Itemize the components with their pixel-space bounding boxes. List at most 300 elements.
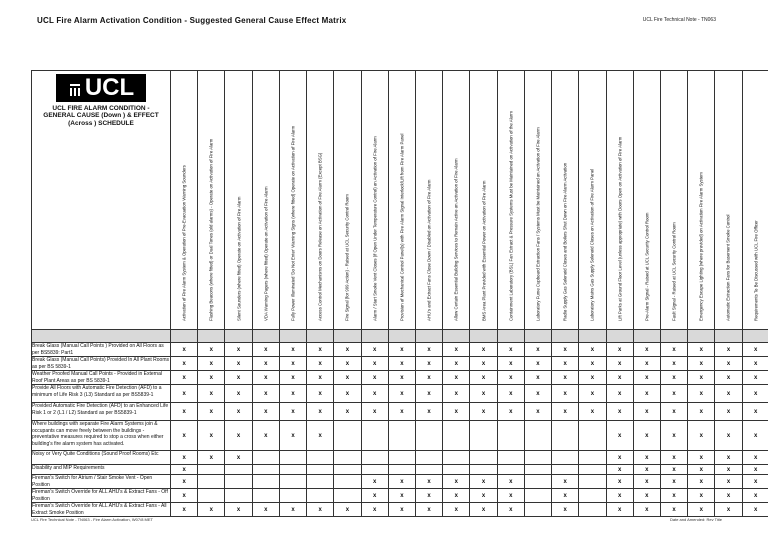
matrix-cell: x bbox=[497, 371, 524, 385]
matrix-cell: x bbox=[252, 403, 279, 421]
matrix-cell: x bbox=[742, 371, 768, 385]
matrix-cell bbox=[524, 451, 551, 465]
matrix-cell: x bbox=[524, 343, 551, 357]
matrix-cell: x bbox=[606, 465, 633, 475]
effect-column-header bbox=[443, 71, 470, 330]
matrix-cell: x bbox=[660, 343, 687, 357]
matrix-cell: x bbox=[252, 357, 279, 371]
cause-label: Disability and MIP Requirements bbox=[32, 465, 171, 475]
matrix-cell: x bbox=[334, 357, 361, 371]
effect-column-label: Flashing Beacons (where fitted) or Dual Tones (old alarms) - Operate on Activation of Fire Alarm bbox=[208, 138, 214, 321]
matrix-cell: x bbox=[361, 371, 388, 385]
band-cell bbox=[361, 330, 388, 343]
matrix-cell: x bbox=[198, 385, 225, 403]
band-cell bbox=[198, 330, 225, 343]
matrix-cell bbox=[443, 465, 470, 475]
schedule-title-line-1: UCL FIRE ALARM CONDITION - bbox=[52, 105, 150, 112]
matrix-cell: x bbox=[470, 503, 497, 517]
effect-column-header bbox=[715, 71, 742, 330]
matrix-cell: x bbox=[742, 385, 768, 403]
matrix-corner bbox=[32, 71, 171, 330]
effect-column-header bbox=[742, 71, 768, 330]
matrix-cell: x bbox=[606, 371, 633, 385]
matrix-cell: x bbox=[225, 503, 252, 517]
matrix-cell bbox=[443, 421, 470, 451]
matrix-cell bbox=[552, 465, 579, 475]
matrix-cell: x bbox=[660, 465, 687, 475]
effect-column-header bbox=[171, 71, 198, 330]
matrix-cell bbox=[225, 489, 252, 503]
matrix-cell: x bbox=[334, 343, 361, 357]
matrix-cell: x bbox=[279, 343, 306, 357]
matrix-cell bbox=[497, 451, 524, 465]
matrix-cell: x bbox=[552, 489, 579, 503]
matrix-cell: x bbox=[171, 451, 198, 465]
band-cell bbox=[715, 330, 742, 343]
band-cell bbox=[742, 330, 768, 343]
effect-column-header bbox=[415, 71, 442, 330]
matrix-cell: x bbox=[742, 451, 768, 465]
matrix-cell: x bbox=[171, 421, 198, 451]
band-cell bbox=[443, 330, 470, 343]
effect-column-header bbox=[660, 71, 687, 330]
cause-row bbox=[32, 465, 768, 475]
matrix-cell: x bbox=[660, 385, 687, 403]
matrix-cell bbox=[252, 451, 279, 465]
matrix-cell: x bbox=[252, 385, 279, 403]
ucl-logo bbox=[56, 74, 146, 102]
column-header-row bbox=[32, 71, 768, 330]
effect-column-header bbox=[198, 71, 225, 330]
matrix-cell: x bbox=[225, 421, 252, 451]
matrix-cell bbox=[252, 475, 279, 489]
matrix-cell bbox=[579, 489, 606, 503]
matrix-cell: x bbox=[415, 489, 442, 503]
matrix-cell bbox=[415, 421, 442, 451]
cause-effect-matrix bbox=[31, 70, 768, 517]
matrix-cell: x bbox=[742, 357, 768, 371]
matrix-cell bbox=[279, 489, 306, 503]
matrix-cell bbox=[279, 475, 306, 489]
matrix-cell: x bbox=[715, 451, 742, 465]
matrix-cell: x bbox=[715, 475, 742, 489]
matrix-cell: x bbox=[524, 357, 551, 371]
effect-column-label: Automatic Extraction Fans for Basement Smoke Control bbox=[725, 214, 731, 321]
band-cell bbox=[279, 330, 306, 343]
matrix-cell: x bbox=[742, 503, 768, 517]
matrix-cell: x bbox=[225, 403, 252, 421]
matrix-cell: x bbox=[279, 385, 306, 403]
matrix-cell: x bbox=[606, 503, 633, 517]
matrix-cell: x bbox=[171, 385, 198, 403]
matrix-cell: x bbox=[552, 371, 579, 385]
matrix-cell: x bbox=[660, 489, 687, 503]
matrix-cell: x bbox=[361, 403, 388, 421]
matrix-cell: x bbox=[715, 371, 742, 385]
band-cell bbox=[497, 330, 524, 343]
matrix-cell: x bbox=[497, 343, 524, 357]
matrix-cell: x bbox=[497, 489, 524, 503]
matrix-cell: x bbox=[225, 385, 252, 403]
matrix-cell: x bbox=[688, 503, 715, 517]
matrix-cell bbox=[225, 475, 252, 489]
matrix-cell bbox=[307, 451, 334, 465]
matrix-cell: x bbox=[497, 403, 524, 421]
effect-column-label: Containment Laboratory (BSL) Fan Extract & Pressure Systems Must be Maintained on Activation of the Alarm bbox=[508, 110, 514, 321]
cause-row bbox=[32, 385, 768, 403]
matrix-cell: x bbox=[742, 403, 768, 421]
band-cell bbox=[606, 330, 633, 343]
matrix-cell: x bbox=[579, 385, 606, 403]
matrix-cell: x bbox=[715, 465, 742, 475]
matrix-cell: x bbox=[497, 475, 524, 489]
matrix-cell bbox=[279, 465, 306, 475]
matrix-cell: x bbox=[688, 465, 715, 475]
effect-column-label: Laboratory Fume Cupboard Extraction Fans / Systems Must be Maintained on Activation of Fire Alarm bbox=[535, 126, 541, 321]
matrix-cell: x bbox=[388, 385, 415, 403]
matrix-cell: x bbox=[715, 503, 742, 517]
matrix-cell: x bbox=[443, 489, 470, 503]
matrix-cell: x bbox=[633, 403, 660, 421]
matrix-cell bbox=[307, 475, 334, 489]
effect-column-label: Fire Signal (for 999 Action) - Raised at UCL Security Control Room bbox=[344, 193, 350, 321]
matrix-cell: x bbox=[307, 357, 334, 371]
band-cell bbox=[470, 330, 497, 343]
matrix-cell bbox=[279, 451, 306, 465]
effect-column-header bbox=[388, 71, 415, 330]
matrix-cell: x bbox=[606, 421, 633, 451]
matrix-cell bbox=[334, 421, 361, 451]
matrix-cell: x bbox=[415, 357, 442, 371]
matrix-cell bbox=[198, 465, 225, 475]
matrix-cell: x bbox=[334, 503, 361, 517]
matrix-cell: x bbox=[198, 357, 225, 371]
matrix-cell bbox=[579, 465, 606, 475]
effect-column-header bbox=[524, 71, 551, 330]
matrix-cell: x bbox=[688, 385, 715, 403]
footer-right: Date and Amended: Rev Title bbox=[670, 517, 723, 522]
matrix-cell: x bbox=[307, 371, 334, 385]
matrix-cell: x bbox=[497, 385, 524, 403]
header-separator-band bbox=[32, 330, 768, 343]
matrix-cell: x bbox=[334, 403, 361, 421]
matrix-cell: x bbox=[198, 343, 225, 357]
matrix-cell bbox=[307, 465, 334, 475]
matrix-cell: x bbox=[715, 421, 742, 451]
effect-column-label: Allow Certain Essential Building Services to Remain Active on Activation of Fire Alarm bbox=[453, 158, 459, 321]
matrix-cell: x bbox=[497, 357, 524, 371]
cause-row bbox=[32, 475, 768, 489]
matrix-cell: x bbox=[660, 475, 687, 489]
matrix-cell: x bbox=[415, 371, 442, 385]
effect-column-header bbox=[252, 71, 279, 330]
cause-label: Fireman's Switch for Atrium / Stair Smoke Vent - Open Position bbox=[32, 475, 171, 489]
matrix-cell: x bbox=[715, 385, 742, 403]
matrix-cell: x bbox=[606, 385, 633, 403]
matrix-cell: x bbox=[279, 371, 306, 385]
matrix-cell: x bbox=[470, 475, 497, 489]
matrix-cell: x bbox=[279, 421, 306, 451]
matrix-cell: x bbox=[633, 343, 660, 357]
cause-row bbox=[32, 421, 768, 451]
matrix-cell: x bbox=[171, 489, 198, 503]
matrix-cell: x bbox=[252, 503, 279, 517]
matrix-cell: x bbox=[688, 451, 715, 465]
effect-column-header bbox=[606, 71, 633, 330]
cause-row bbox=[32, 357, 768, 371]
effect-column-label: Silent Sounders (where fitted) Operate on Activation of Fire Alarm bbox=[235, 196, 241, 321]
matrix-cell bbox=[388, 465, 415, 475]
matrix-cell bbox=[361, 421, 388, 451]
cause-row bbox=[32, 343, 768, 357]
matrix-cell: x bbox=[307, 343, 334, 357]
matrix-cell: x bbox=[688, 371, 715, 385]
matrix-cell: x bbox=[660, 451, 687, 465]
matrix-cell: x bbox=[443, 475, 470, 489]
cause-label: Provide All Floors with Automatic Fire Detection (AFD) to a minimum of Life Risk 3 (L3) Standard as per BS5839-1 bbox=[32, 385, 171, 403]
cause-label: Noisy or Very Quite Conditions (Sound Proof Rooms) Etc bbox=[32, 451, 171, 465]
matrix-cell: x bbox=[633, 421, 660, 451]
matrix-cell: x bbox=[388, 489, 415, 503]
matrix-cell: x bbox=[171, 475, 198, 489]
matrix-cell: x bbox=[742, 489, 768, 503]
matrix-cell: x bbox=[633, 385, 660, 403]
effect-column-label: VDA Warning Pagers (where fitted) Operate on Activation of Fire Alarm bbox=[263, 186, 269, 321]
matrix-cell: x bbox=[606, 489, 633, 503]
matrix-cell: x bbox=[688, 489, 715, 503]
matrix-cell bbox=[497, 465, 524, 475]
band-cell bbox=[388, 330, 415, 343]
matrix-cell: x bbox=[633, 371, 660, 385]
matrix-cell: x bbox=[388, 403, 415, 421]
matrix-cell: x bbox=[552, 403, 579, 421]
cause-row bbox=[32, 403, 768, 421]
matrix-cell: x bbox=[361, 385, 388, 403]
matrix-cell: x bbox=[470, 371, 497, 385]
matrix-cell: x bbox=[171, 503, 198, 517]
matrix-cell: x bbox=[443, 371, 470, 385]
matrix-cell: x bbox=[742, 421, 768, 451]
matrix-cell: x bbox=[524, 385, 551, 403]
band-cell bbox=[579, 330, 606, 343]
matrix-cell: x bbox=[688, 343, 715, 357]
matrix-cell bbox=[579, 421, 606, 451]
matrix-cell: x bbox=[171, 371, 198, 385]
matrix-cell: x bbox=[198, 421, 225, 451]
matrix-cell: x bbox=[443, 503, 470, 517]
band-cell bbox=[252, 330, 279, 343]
matrix-cell: x bbox=[225, 343, 252, 357]
matrix-cell bbox=[497, 421, 524, 451]
effect-column-header bbox=[470, 71, 497, 330]
effect-column-label: Fault Signal - Raised at UCL Security Control Room bbox=[671, 221, 677, 321]
band-cell bbox=[524, 330, 551, 343]
matrix-cell bbox=[252, 465, 279, 475]
band-cell bbox=[688, 330, 715, 343]
effect-column-header bbox=[334, 71, 361, 330]
matrix-cell: x bbox=[606, 343, 633, 357]
matrix-cell: x bbox=[579, 343, 606, 357]
effect-column-header bbox=[633, 71, 660, 330]
cause-label: Fireman's Switch Override for ALL AHU's & Extract Fans - Off Position bbox=[32, 489, 171, 503]
matrix-cell bbox=[361, 465, 388, 475]
matrix-cell: x bbox=[225, 451, 252, 465]
matrix-cell: x bbox=[225, 357, 252, 371]
effect-column-label: Laboratory Mains Gas Supply Solenoid Closes on Activation of Fire Alarm Panel bbox=[589, 168, 595, 321]
effect-column-label: Pre-Alarm Signal - Raised at UCL Security Control Room bbox=[644, 212, 650, 321]
matrix-cell bbox=[334, 489, 361, 503]
cause-label: Break Glass (Manual Call Points ) Provided on All Floors as per BS5839: Part1 bbox=[32, 343, 171, 357]
matrix-cell: x bbox=[307, 421, 334, 451]
effect-column-header bbox=[497, 71, 524, 330]
cause-row bbox=[32, 451, 768, 465]
matrix-cell bbox=[443, 451, 470, 465]
effect-column-label: Fully Power Illuminated 'Do Not Enter' Warning Signs (where fitted) Operate on Activation of Fire Alarm bbox=[290, 125, 296, 321]
matrix-cell: x bbox=[443, 357, 470, 371]
matrix-cell: x bbox=[552, 385, 579, 403]
matrix-cell bbox=[415, 465, 442, 475]
matrix-cell: x bbox=[252, 421, 279, 451]
matrix-cell: x bbox=[606, 357, 633, 371]
matrix-cell: x bbox=[198, 451, 225, 465]
matrix-cell bbox=[252, 489, 279, 503]
matrix-cell: x bbox=[443, 343, 470, 357]
technical-note-reference: UCL Fire Technical Note - TN063 bbox=[642, 17, 716, 23]
ucl-logo-text: UCL bbox=[84, 74, 135, 101]
matrix-cell: x bbox=[470, 403, 497, 421]
matrix-cell bbox=[415, 451, 442, 465]
matrix-cell: x bbox=[633, 475, 660, 489]
matrix-cell bbox=[198, 489, 225, 503]
matrix-cell: x bbox=[415, 475, 442, 489]
matrix-cell: x bbox=[579, 371, 606, 385]
band-cell bbox=[633, 330, 660, 343]
matrix-cell: x bbox=[633, 503, 660, 517]
matrix-cell: x bbox=[470, 385, 497, 403]
matrix-cell: x bbox=[334, 385, 361, 403]
matrix-cell bbox=[388, 421, 415, 451]
matrix-cell bbox=[524, 421, 551, 451]
effect-column-label: Alarm / Start Smoke Vent Closes (if Open Under Temperature Control) on Activation of Fire Alarm bbox=[371, 135, 377, 321]
matrix-cell: x bbox=[470, 357, 497, 371]
matrix-cell bbox=[579, 475, 606, 489]
matrix-cell: x bbox=[688, 403, 715, 421]
matrix-cell bbox=[470, 421, 497, 451]
matrix-cell: x bbox=[660, 421, 687, 451]
effect-column-header bbox=[225, 71, 252, 330]
matrix-cell bbox=[225, 465, 252, 475]
schedule-title-line-3: (Across ) SCHEDULE bbox=[68, 119, 134, 127]
matrix-cell: x bbox=[497, 503, 524, 517]
effect-column-header bbox=[361, 71, 388, 330]
cause-label: Break Glass (Manual Call Points) Provided In All Plant Rooms as per BS 5839-1 bbox=[32, 357, 170, 370]
matrix-cell: x bbox=[388, 357, 415, 371]
effect-column-header bbox=[552, 71, 579, 330]
matrix-cell: x bbox=[415, 503, 442, 517]
matrix-cell: x bbox=[279, 403, 306, 421]
cause-row bbox=[32, 503, 768, 517]
effect-column-label: Access Control Mechanisms on Doors Release on Activation of Fire Alarm (Except BSG) bbox=[317, 152, 323, 321]
matrix-cell: x bbox=[225, 371, 252, 385]
matrix-cell: x bbox=[171, 357, 198, 371]
matrix-cell: x bbox=[470, 489, 497, 503]
matrix-cell: x bbox=[388, 371, 415, 385]
matrix-cell: x bbox=[742, 465, 768, 475]
matrix-cell: x bbox=[552, 357, 579, 371]
matrix-cell: x bbox=[361, 343, 388, 357]
matrix-cell: x bbox=[252, 371, 279, 385]
matrix-cell: x bbox=[415, 403, 442, 421]
matrix-cell: x bbox=[715, 489, 742, 503]
matrix-cell: x bbox=[660, 503, 687, 517]
matrix-cell: x bbox=[633, 489, 660, 503]
effect-column-header bbox=[307, 71, 334, 330]
matrix-cell bbox=[552, 421, 579, 451]
matrix-cell: x bbox=[552, 475, 579, 489]
matrix-cell: x bbox=[171, 343, 198, 357]
matrix-cell: x bbox=[388, 503, 415, 517]
matrix-cell: x bbox=[688, 357, 715, 371]
matrix-cell bbox=[198, 475, 225, 489]
effect-column-label: Provision of Mechanical Control Panel(s) with Fire Alarm Signal Interlock/Lift from Fire Alarm Panel bbox=[399, 133, 405, 321]
matrix-cell: x bbox=[388, 343, 415, 357]
matrix-cell: x bbox=[470, 343, 497, 357]
band-cell bbox=[660, 330, 687, 343]
matrix-cell: x bbox=[171, 465, 198, 475]
matrix-cell bbox=[579, 451, 606, 465]
effect-column-label: Requirements To Be Discussed with UCL Fire Officer bbox=[753, 219, 759, 321]
band-cell bbox=[171, 330, 198, 343]
matrix-cell: x bbox=[361, 357, 388, 371]
matrix-cell: x bbox=[660, 357, 687, 371]
matrix-cell bbox=[388, 451, 415, 465]
band-cell bbox=[334, 330, 361, 343]
effect-column-label: AHU's and Extract Fans Close Down / Disabled on Activation of Fire Alarm bbox=[426, 179, 432, 321]
matrix-cell: x bbox=[715, 343, 742, 357]
effect-column-header bbox=[579, 71, 606, 330]
matrix-cell: x bbox=[443, 385, 470, 403]
footer-left: UCL Fire Technical Note - TN063 - Fire Alarm Activation, W07/8 MET bbox=[31, 517, 153, 522]
matrix-cell: x bbox=[279, 503, 306, 517]
matrix-cell bbox=[334, 451, 361, 465]
matrix-cell: x bbox=[552, 503, 579, 517]
matrix-cell: x bbox=[742, 343, 768, 357]
matrix-cell bbox=[524, 489, 551, 503]
matrix-cell: x bbox=[715, 357, 742, 371]
matrix-cell: x bbox=[361, 503, 388, 517]
effect-column-label: Emergency Escape Lighting (where provided) on Activation Fire Alarm System bbox=[698, 171, 704, 321]
matrix-cell: x bbox=[579, 357, 606, 371]
matrix-cell: x bbox=[198, 403, 225, 421]
document-title: UCL Fire Alarm Activation Condition - Suggested General Cause Effect Matrix bbox=[37, 16, 347, 25]
ucl-portico-icon bbox=[68, 82, 82, 96]
matrix-cell bbox=[524, 465, 551, 475]
band-cell bbox=[415, 330, 442, 343]
matrix-cell: x bbox=[388, 475, 415, 489]
matrix-cell: x bbox=[361, 475, 388, 489]
matrix-cell: x bbox=[361, 489, 388, 503]
matrix-cell: x bbox=[742, 475, 768, 489]
matrix-cell: x bbox=[307, 503, 334, 517]
cause-label: Fireman's Switch Override for ALL AHU's & Extract Fans - All Extract Smoke Position bbox=[32, 503, 171, 517]
matrix-cell: x bbox=[633, 357, 660, 371]
band-cell bbox=[552, 330, 579, 343]
matrix-cell: x bbox=[524, 371, 551, 385]
matrix-cell: x bbox=[633, 465, 660, 475]
matrix-cell bbox=[470, 451, 497, 465]
effect-column-label: Lift Parks at Ground Floor Level (unless appropriate) with Doors Open on Activation of Fire Alarm bbox=[616, 136, 622, 321]
matrix-cell: x bbox=[334, 371, 361, 385]
